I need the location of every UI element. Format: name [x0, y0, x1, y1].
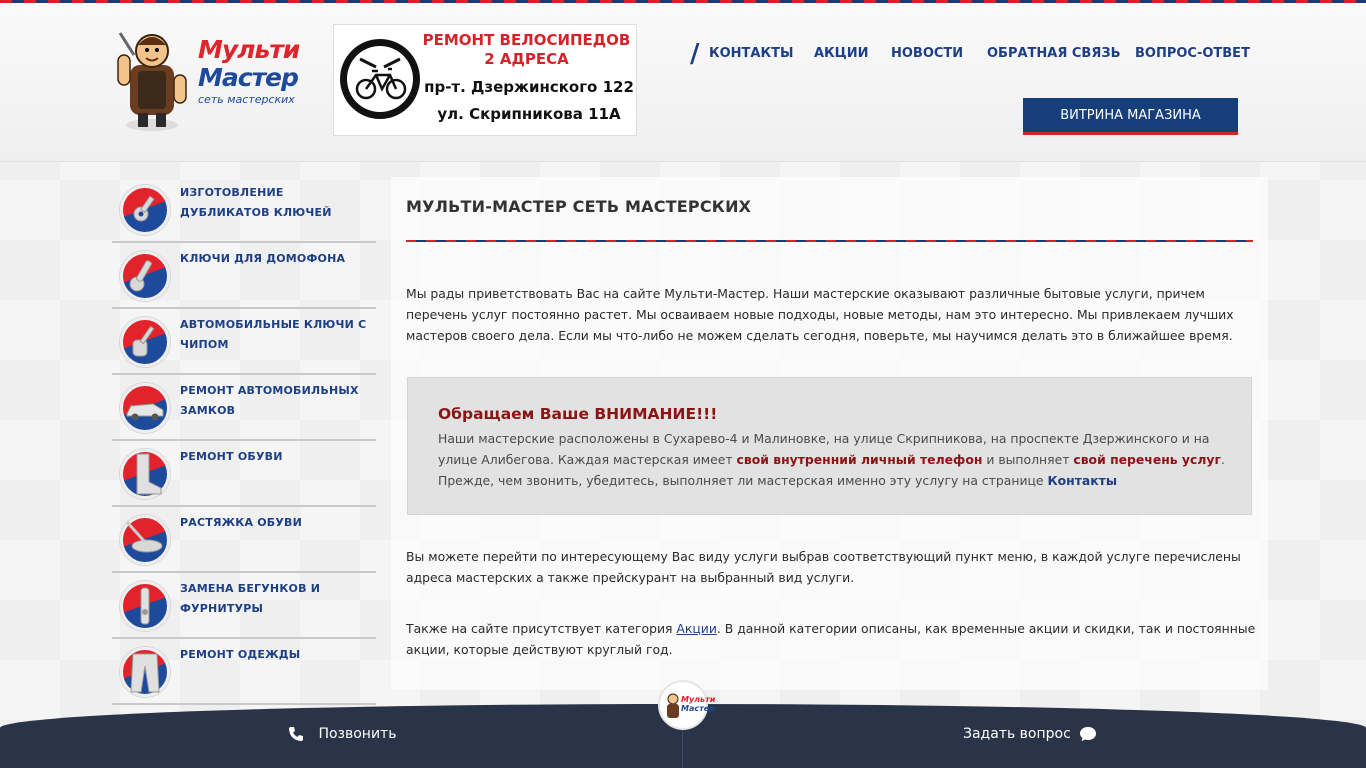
notice-text-part3: . Прежде, чем звонить, убедитесь, выполняет ли мастерская именно эту услугу на странице: [438, 452, 1225, 488]
nav-slash-decoration: /: [690, 39, 700, 69]
sidebar-item-label: РАСТЯЖКА ОБУВИ: [180, 516, 303, 529]
nav-item-promotions[interactable]: АКЦИИ: [814, 46, 869, 61]
main-content: [391, 177, 1268, 690]
key-icon: [120, 185, 170, 235]
sidebar-item-label: РЕМОНТ ОДЕЖДЫ: [180, 648, 301, 661]
intercom-key-icon: [120, 251, 170, 301]
zipper-icon: [120, 581, 170, 631]
promotions-paragraph-part2: . В данной категории описаны, как временные акции и скидки, так и постоянные акции, которые действуют круглый год.: [406, 621, 1256, 657]
call-label: Позвонить: [318, 726, 397, 742]
sidebar-item-key-duplicates[interactable]: [112, 177, 376, 243]
sidebar-item-car-lock-repair[interactable]: [112, 375, 376, 441]
services-paragraph: Вы можете перейти по интересующему Вас виду услуги выбрав соответствующий пункт меню, в каждой услуге перечислены адреса мастерских а также прейскурант на выбранный вид услуги.: [406, 549, 1241, 585]
bottom-logo-line2: Мастер: [681, 704, 715, 713]
promotions-paragraph-part1: Также на сайте присутствует категория: [406, 621, 677, 636]
bicycle-gear-icon: [338, 37, 422, 121]
sidebar-item-label: ЗАМЕНА БЕГУНКОВ И ФУРНИТУРЫ: [180, 582, 321, 615]
sidebar-item-label: ИЗГОТОВЛЕНИЕ ДУБЛИКАТОВ КЛЮЧЕЙ: [180, 186, 332, 219]
ask-label: Задать вопрос: [963, 726, 1071, 742]
notice-text: [438, 428, 1228, 491]
page-title: МУЛЬТИ-МАСТЕР СЕТЬ МАСТЕРСКИХ: [406, 197, 752, 216]
logo-line1: Мульти: [198, 35, 300, 64]
title-divider: [406, 240, 1253, 242]
phone-icon: [288, 726, 304, 742]
site-header: [0, 3, 1366, 162]
nav-item-news[interactable]: НОВОСТИ: [891, 46, 964, 61]
sidebar-item-shoe-repair[interactable]: [112, 441, 376, 507]
sidebar-item-intercom-keys[interactable]: [112, 243, 376, 309]
notice-text-part2: и выполняет: [982, 452, 1074, 467]
banner-title: [419, 31, 634, 69]
logo-line2: Мастер: [198, 63, 298, 92]
notice-text-part1: Наши мастерские расположены в Сухарево-4 и Малиновке, на улице Скрипникова, на проспекте Дзержинского и на улице Алибегова. Каждая мастерская имеет: [438, 431, 1210, 467]
sidebar-item-label: АВТОМОБИЛЬНЫЕ КЛЮЧИ С ЧИПОМ: [180, 318, 367, 351]
nav-item-feedback[interactable]: ОБРАТНАЯ СВЯЗЬ: [987, 46, 1121, 61]
bottom-logo-line1: Мульти: [681, 695, 716, 704]
logo-text: [198, 35, 318, 106]
bike-repair-banner[interactable]: [333, 24, 637, 136]
promotions-link[interactable]: Акции: [676, 621, 717, 636]
trousers-icon: [120, 647, 170, 697]
notice-highlight-phone: свой внутренний личный телефон: [736, 452, 983, 467]
bottom-bar-divider: [682, 726, 683, 768]
logo-subtitle: сеть мастерских: [198, 93, 295, 106]
sidebar-item-label: РЕМОНТ АВТОМОБИЛЬНЫХ ЗАМКОВ: [180, 384, 359, 417]
logo[interactable]: [112, 25, 317, 133]
nav-item-contacts[interactable]: КОНТАКТЫ: [709, 46, 794, 61]
shop-showcase-button[interactable]: ВИТРИНА МАГАЗИНА: [1023, 98, 1238, 135]
intro-paragraph: Мы рады приветствовать Вас на сайте Мульти-Мастер. Наши мастерские оказывают различные бытовые услуги, причем перечень услуг постоянно растет. Мы осваиваем новые подходы, новые методы, нам это интересно. Мы привлекаем лучших мастеров своего дела. Если мы что-либо не можем сделать сегодня, поверьте, мы научимся делать это в ближайшее время.: [406, 286, 1234, 343]
banner-title-line1: РЕМОНТ ВЕЛОСИПЕДОВ: [422, 31, 631, 49]
contacts-link[interactable]: Контакты: [1047, 473, 1118, 488]
chat-bubble-icon: [1079, 726, 1097, 742]
call-button[interactable]: [288, 726, 396, 742]
services-sidebar: [112, 177, 376, 705]
sidebar-item-clothes-repair[interactable]: [112, 639, 376, 705]
boot-icon: [120, 449, 170, 499]
notice-highlight-services: свой перечень услуг: [1073, 452, 1221, 467]
nav-item-faq[interactable]: ВОПРОС-ОТВЕТ: [1135, 46, 1250, 61]
shoe-stretch-icon: [120, 515, 170, 565]
banner-address-2: ул. Скрипникова 11А: [437, 105, 621, 123]
sidebar-item-car-chip-keys[interactable]: [112, 309, 376, 375]
mascot-icon: [112, 25, 202, 133]
car-key-icon: [120, 317, 170, 367]
sidebar-item-shoe-stretching[interactable]: [112, 507, 376, 573]
car-icon: [120, 383, 170, 433]
sidebar-item-label: РЕМОНТ ОБУВИ: [180, 450, 283, 463]
ask-question-button[interactable]: [963, 726, 1097, 742]
notice-box: [407, 377, 1252, 515]
sidebar-item-zipper-replacement[interactable]: [112, 573, 376, 639]
promotions-paragraph: [406, 618, 1256, 660]
banner-title-line2: 2 АДРЕСА: [484, 50, 569, 68]
sidebar-item-label: КЛЮЧИ ДЛЯ ДОМОФОНА: [180, 252, 346, 265]
bottom-logo-badge[interactable]: [658, 680, 716, 730]
banner-address-1: пр-т. Дзержинского 122: [424, 78, 634, 96]
notice-title: Обращаем Ваше ВНИМАНИЕ!!!: [438, 405, 718, 423]
